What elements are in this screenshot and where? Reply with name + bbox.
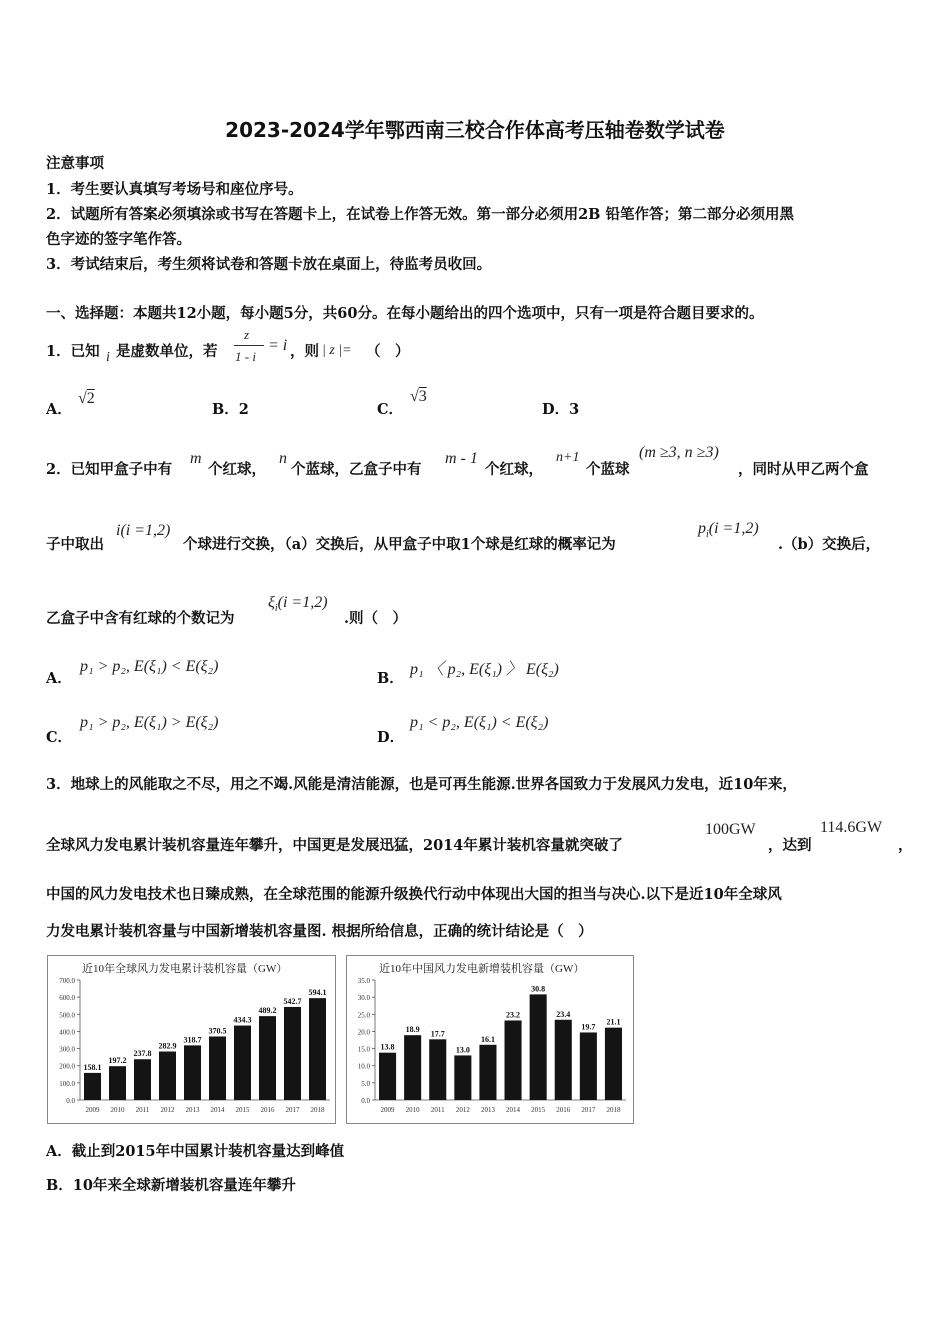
bar [284,1007,301,1100]
y-tick-label: 0.0 [361,1097,370,1105]
q2-option-c-expr: p₁ > p₂, E(ξ₁) > E(ξ₂) [80,714,219,731]
x-tick-label: 2015 [235,1106,250,1114]
q2-xi-sub: i [274,603,278,615]
bar [84,1073,101,1100]
bar [555,1020,572,1100]
x-tick-label: 2011 [135,1106,150,1114]
q3-text: 中国的风力发电技术也日臻成熟，在全球范围的能源升级换代行动中体现出大国的担当与决心.以下是近10年全球风 [46,886,782,903]
bar [134,1059,151,1100]
q1-eq: = i [268,337,288,354]
global-capacity-chart-svg [48,956,335,1123]
notice-item: 3．考试结束后，考生须将试卷和答题卡放在桌面上，待监考员收回。 [46,256,492,273]
bar-value-label: 158.1 [83,1062,102,1072]
y-tick-label: 200.0 [59,1062,75,1071]
bar [580,1032,597,1100]
q2-text: 乙盒子中含有红球的个数记为 [46,610,235,627]
bar [259,1016,276,1100]
q3-option-a[interactable]: A．截止到2015年中国累计装机容量达到峰值 [46,1143,345,1160]
q2-text: 个蓝球，乙盒子中有 [291,461,422,478]
bar-value-label: 434.3 [233,1015,252,1025]
q2-xi [268,594,328,614]
notice-item: 1．考生要认真填写考场号和座位序号。 [46,181,303,198]
q2-cond: (m ≥3, n ≥3) [639,444,719,461]
x-tick-label: 2016 [556,1106,571,1114]
global-capacity-chart [47,955,336,1124]
q2-xi-rest: (i =1,2) [277,594,328,611]
bar-value-label: 370.5 [208,1026,227,1036]
fraction-bar [234,345,264,346]
q3-text: 力发电累计装机容量与中国新增装机容量图. 根据所给信息，正确的统计结论是（ ） [46,923,593,940]
china-new-capacity-chart [346,955,634,1124]
q2-text: 个蓝球 [586,461,630,478]
q2-text: ，同时从甲乙两个盒 [738,461,869,478]
bar [109,1066,126,1100]
q2-text: .则（ ） [344,610,408,627]
bar-value-label: 19.7 [581,1022,596,1032]
q1-option-c-value: 3 [418,388,427,405]
bar [209,1036,226,1100]
bar-value-label: 23.4 [556,1009,571,1019]
y-tick-label: 30.0 [357,994,370,1003]
q3-text: ，达到 [768,837,812,854]
q3-text: 3．地球上的风能取之不尽，用之不竭.风能是清洁能源，也是可再生能源.世界各国致力于发展风力发电，近10年来， [46,776,797,793]
bar [505,1020,522,1100]
y-tick-label: 300.0 [59,1045,75,1054]
x-tick-label: 2014 [210,1106,225,1114]
q1-frac-den: 1 - i [235,349,256,364]
bar-value-label: 197.2 [108,1056,127,1066]
chart-title: 近10年中国风力发电新增装机容量（GW） [379,963,585,975]
bar [159,1052,176,1100]
x-tick-label: 2013 [480,1106,495,1114]
q2-option-b[interactable]: B． [377,670,404,687]
y-tick-label: 15.0 [357,1045,370,1054]
bar [309,998,326,1100]
q2-option-a-expr: p₁ > p₂, E(ξ₁) < E(ξ₂) [80,658,219,675]
y-tick-label: 700.0 [59,977,75,985]
q2-option-a[interactable]: A． [46,670,72,687]
bar [479,1045,496,1100]
y-tick-label: 10.0 [357,1062,370,1071]
bar [530,994,547,1100]
bar-value-label: 489.2 [258,1006,277,1016]
q2-xi-base: ξ [268,594,275,611]
q3-value: 114.6GW [820,819,883,836]
bar-value-label: 23.2 [506,1010,521,1020]
x-tick-label: 2018 [310,1106,325,1114]
bar [454,1055,471,1100]
bar [234,1026,251,1100]
bar-value-label: 542.7 [283,996,302,1006]
x-tick-label: 2017 [285,1106,300,1114]
x-tick-label: 2010 [110,1106,125,1114]
q2-text: .（b）交换后， [778,536,881,553]
y-tick-label: 100.0 [59,1079,75,1088]
bar-value-label: 30.8 [531,984,546,994]
bar-value-label: 21.1 [606,1017,621,1027]
bar [605,1028,622,1100]
q2-option-d[interactable]: D． [377,729,405,746]
sqrt-icon: √2 [78,390,95,407]
q1-abs: | z |= [322,343,352,358]
bar [429,1039,446,1100]
chart-title: 近10年全球风力发电累计装机容量（GW） [82,963,288,975]
bar [379,1053,396,1100]
x-tick-label: 2011 [430,1106,445,1114]
q3-option-b[interactable]: B．10年来全球新增装机容量连年攀升 [46,1177,296,1194]
q2-pi-sub: i [706,529,709,541]
y-tick-label: 0.0 [66,1097,75,1105]
q1-option-b[interactable]: B．2 [212,401,249,418]
y-tick-label: 600.0 [59,994,75,1003]
x-tick-label: 2017 [581,1106,596,1114]
x-tick-label: 2010 [405,1106,420,1114]
notice-heading: 注意事项 [46,155,104,172]
q1-option-a[interactable]: A． [46,401,72,418]
x-tick-label: 2013 [185,1106,200,1114]
y-tick-label: 500.0 [59,1011,75,1020]
notice-item: 2．试题所有答案必须填涂或书写在答题卡上，在试卷上作答无效。第一部分必须用2B 铅笔作答；第二部分必须用黑 [46,206,794,223]
q1-text: （ ） [366,343,410,360]
q1-i: i [106,350,110,365]
q1-option-a-value: 2 [86,390,95,407]
bar-value-label: 13.8 [380,1042,395,1052]
y-tick-label: 20.0 [357,1028,370,1037]
y-tick-label: 5.0 [361,1079,370,1088]
q1-frac-num: z [244,327,250,342]
q2-text: 个红球， [485,461,543,478]
bar-value-label: 16.1 [480,1034,495,1044]
q1-text: ，则 [290,343,319,360]
y-tick-label: 400.0 [59,1028,75,1037]
q3-text: ， [898,837,913,854]
y-tick-label: 25.0 [357,1011,370,1020]
q2-n1: n+1 [556,450,580,465]
x-tick-label: 2015 [531,1106,546,1114]
x-tick-label: 2016 [260,1106,275,1114]
q2-option-c[interactable]: C． [46,729,73,746]
q3-value: 100GW [705,821,756,838]
q2-pi [698,520,759,540]
bar-value-label: 318.7 [183,1035,202,1045]
q2-m: m [190,450,202,467]
bar-value-label: 237.8 [133,1049,152,1059]
q1-option-c[interactable]: C． [377,401,404,418]
q2-text: 个球进行交换，（a）交换后，从甲盒子中取1个球是红球的概率记为 [183,536,616,553]
q2-text: 个红球， [208,461,266,478]
q1-option-d[interactable]: D．3 [542,401,580,418]
x-tick-label: 2009 [380,1106,395,1114]
bar [404,1035,421,1100]
q2-option-b-expr: p₁ 〈 p₂, E(ξ₁) 〉 E(ξ₂) [410,661,559,678]
bar [184,1045,201,1100]
x-tick-label: 2018 [606,1106,621,1114]
x-tick-label: 2014 [506,1106,521,1114]
bar-value-label: 17.7 [430,1029,445,1039]
sqrt-icon: √3 [410,388,427,405]
china-new-capacity-chart-svg [347,956,633,1123]
q2-n: n [279,450,287,467]
q2-pi-base: p [698,520,706,537]
bar-value-label: 594.1 [308,988,327,998]
section-heading: 一、选择题：本题共12小题，每小题5分，共60分。在每小题给出的四个选项中，只有一项是符合题目要求的。 [46,305,764,322]
bar-value-label: 282.9 [158,1041,177,1051]
x-tick-label: 2009 [85,1106,100,1114]
q3-text: 全球风力发电累计装机容量连年攀升，中国更是发展迅猛，2014年累计装机容量就突破了 [46,837,623,854]
y-tick-label: 35.0 [357,977,370,985]
notice-item: 色字迹的签字笔作答。 [46,231,191,248]
q2-text: 2．已知甲盒子中有 [46,461,173,478]
q2-pi-rest: (i =1,2) [708,520,759,537]
q1-text: 1．已知 [46,343,100,360]
bar-value-label: 18.9 [405,1025,420,1035]
x-tick-label: 2012 [455,1106,470,1114]
page-title: 2023-2024学年鄂西南三校合作体高考压轴卷数学试卷 [225,118,725,142]
x-tick-label: 2012 [160,1106,175,1114]
q2-m1: m - 1 [445,450,478,467]
q1-text: 是虚数单位，若 [116,343,218,360]
q2-i12: i(i =1,2) [116,522,171,539]
bar-value-label: 13.0 [455,1045,470,1055]
q2-option-d-expr: p₁ < p₂, E(ξ₁) < E(ξ₂) [410,714,549,731]
q2-text: 子中取出 [46,536,104,553]
